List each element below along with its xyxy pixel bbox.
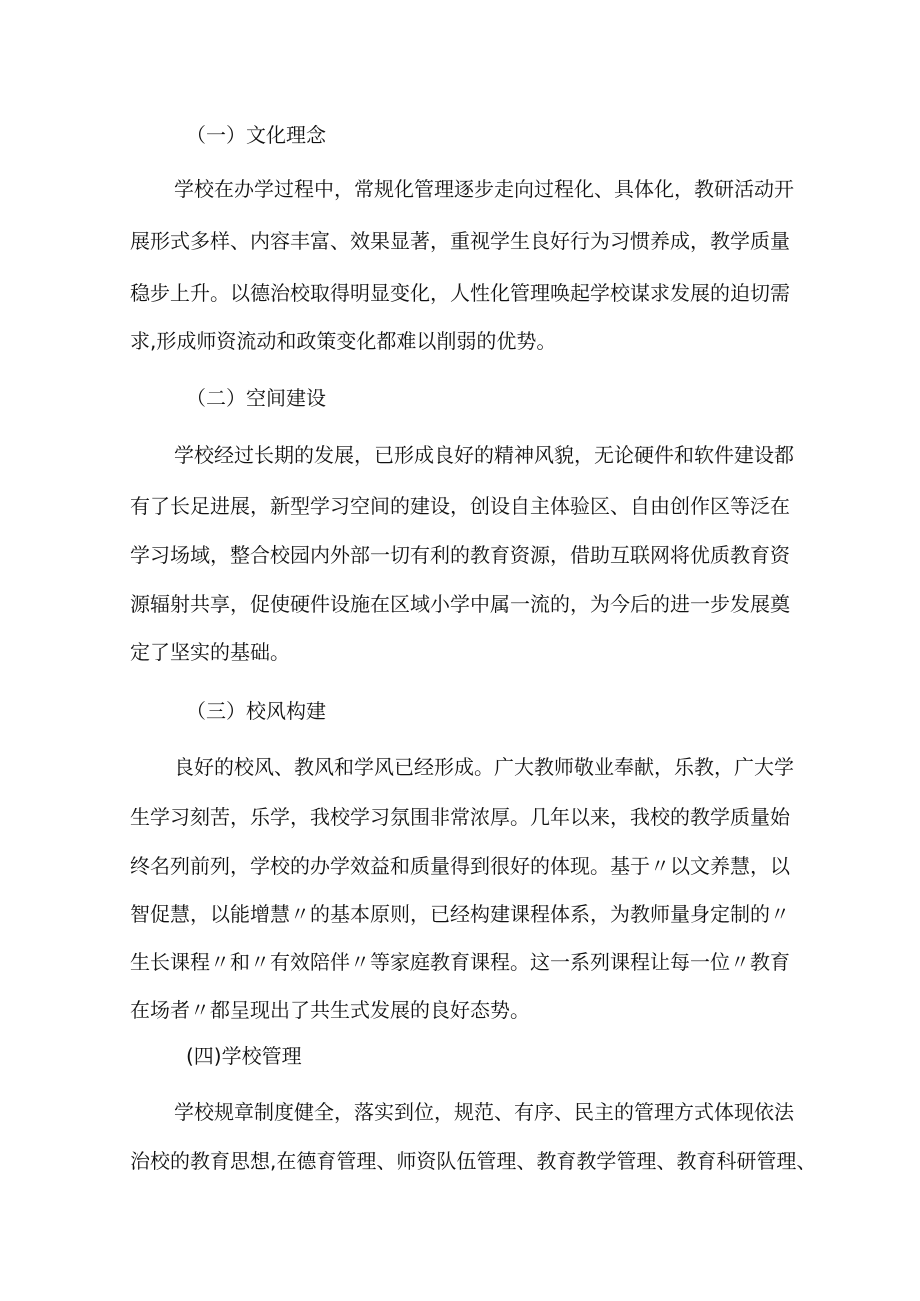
paragraph-line: 学校经过长期的发展，已形成良好的精神风貌，无论硬件和软件建设都 [174,443,794,467]
paragraph-line: 在场者〃都呈现出了共生式发展的良好态势。 [130,998,530,1022]
paragraph-line: 学校在办学过程中，常规化管理逐步走向过程化、具体化，教研活动开 [174,177,794,201]
paragraph-line: 有了长足进展，新型学习空间的建设，创设自主体验区、自由创作区等泛在 [130,494,790,518]
paragraph-line: 求,形成师资流动和政策变化都难以削弱的优势。 [130,329,557,353]
paragraph-line: 展形式多样、内容丰富、效果显著，重视学生良好行为习惯养成，教学质量 [130,229,790,253]
paragraph-line: 生学习刻苦，乐学，我校学习氛围非常浓厚。几年以来，我校的教学质量始 [130,805,790,829]
paragraph-line: 生长课程〃和〃有效陪伴〃等家庭教育课程。这一系列课程让每一位〃教育 [130,950,790,974]
paragraph-line: 源辐射共享，促使硬件设施在区域小学中属一流的，为今后的进一步发展奠 [130,592,790,616]
section-heading: （一）文化理念 [186,123,326,147]
paragraph-line: 智促慧，以能增慧〃的基本原则，已经构建课程体系，为教师量身定制的〃 [130,902,790,926]
paragraph-line: 学校规章制度健全，落实到位，规范、有序、民主的管理方式体现依法 [174,1100,794,1124]
paragraph-line: 定了坚实的基础。 [130,640,290,664]
paragraph-line: 稳步上升。以德治校取得明显变化，人性化管理唤起学校谋求发展的迫切需 [130,281,790,305]
paragraph-line: 学习场域，整合校园内外部一切有利的教育资源，借助互联网将优质教育资 [130,543,790,567]
section-heading: (四)学校管理 [186,1044,302,1068]
paragraph-line: 良好的校风、教风和学风已经形成。广大教师敬业奉献，乐教，广大学 [174,755,794,779]
paragraph-line: 治校的教育思想,在德育管理、师资队伍管理、教育教学管理、教育科研管理、 [130,1149,817,1173]
section-heading: （三）校风构建 [186,699,326,723]
paragraph-line: 终名列前列，学校的办学效益和质量得到很好的体现。基于〃以文养慧，以 [130,854,790,878]
section-heading: （二）空间建设 [186,386,326,410]
